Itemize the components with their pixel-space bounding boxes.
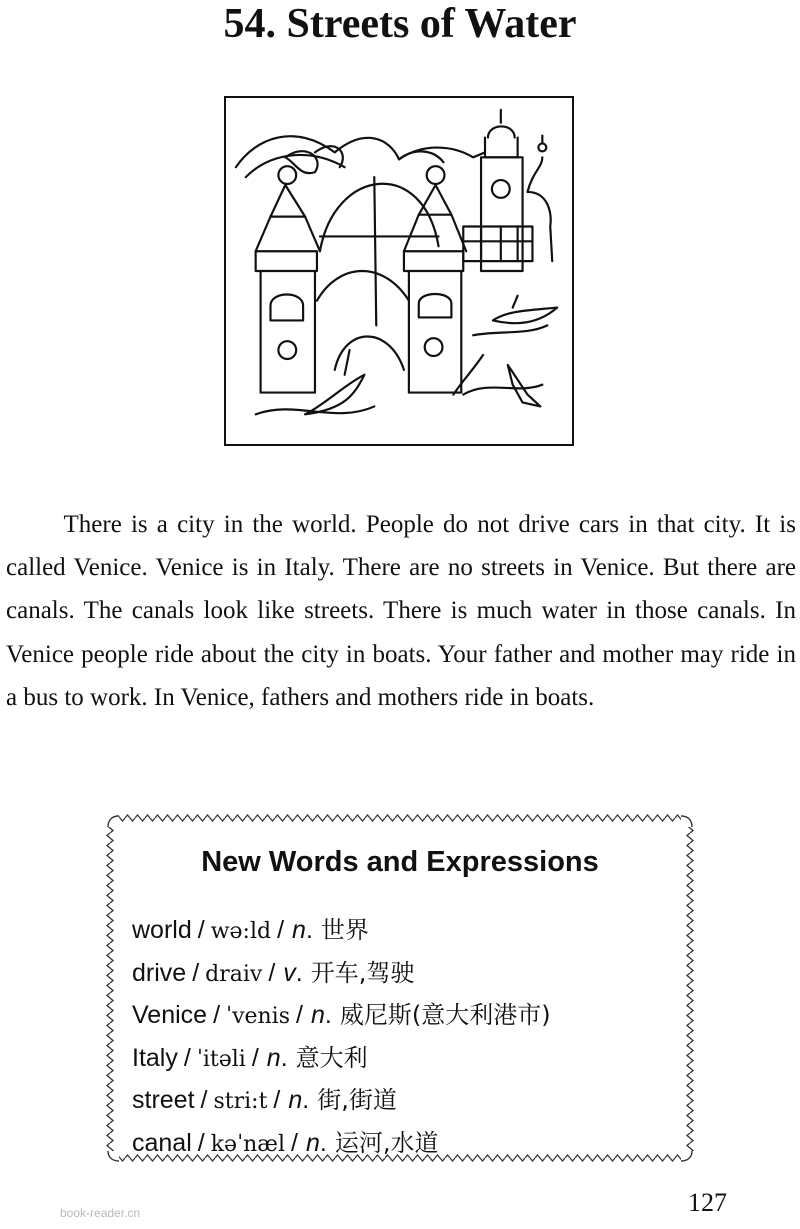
pos-dot: . [319,1128,327,1157]
vocab-phonetic: draiv [205,961,263,987]
vocab-word: canal [132,1128,192,1157]
vocab-word: world [132,916,192,944]
vocab-meaning: 意大利 [295,1043,368,1072]
pos-dot: . [302,1086,310,1114]
vocab-part-of-speech: n [305,1128,320,1157]
vocab-meaning: 运河,水道 [334,1128,439,1157]
story-paragraph: There is a city in the world. People do not drive cars in that city. It is called Venice. Venice is in Italy. There are no streets in Venice. But there are canals. The canals look like streets. There is much water in those canals. In Venice people ride about the city in boats. Your father and mother may ride in a bus to work. In Venice, fathers and mothers ride in boats. [6,511,796,711]
vocab-entry [132,910,692,953]
pos-dot: . [280,1043,288,1072]
vocab-part-of-speech: v [283,958,296,987]
page-number: 127 [688,1188,727,1217]
vocab-entry [132,1123,692,1166]
vocab-meaning: 威尼斯(意大利港市) [339,1001,551,1029]
vocab-word: street [132,1086,195,1114]
vocab-entry [132,1080,692,1123]
watermark-text: book-reader.cn [60,1206,141,1220]
slash: / [213,1001,221,1029]
vocab-meaning: 开车,驾驶 [310,958,415,987]
vocab-word: Venice [132,1001,208,1029]
slash: / [192,958,200,987]
vocab-phonetic: ˈitəli [196,1046,246,1072]
vocab-phonetic: ˈvenis [226,1004,291,1029]
vocab-part-of-speech: n [292,916,306,944]
vocab-part-of-speech: n [288,1086,303,1114]
slash: / [291,1128,298,1157]
lesson-title: 54. Streets of Water [223,1,577,47]
slash: / [197,1128,205,1157]
vocab-entry [132,1038,692,1081]
vocab-phonetic: wə:ld [210,919,272,944]
venice-illustration [224,96,574,446]
pos-dot: . [295,958,303,987]
vocab-phonetic: kəˈnæl [210,1131,286,1157]
slash: / [200,1086,208,1114]
vocab-word: drive [132,958,187,987]
vocab-part-of-speech: n [310,1001,325,1029]
story-passage [6,503,796,719]
slash: / [273,1086,281,1114]
slash: / [296,1001,303,1029]
vocab-meaning: 街,街道 [317,1086,397,1114]
vocab-phonetic: stri:t [213,1089,268,1114]
new-words-box [105,813,695,1165]
vocab-entry [132,995,692,1038]
pos-dot: . [324,1001,332,1029]
pos-dot: . [305,916,313,944]
vocab-entry [132,953,692,996]
slash: / [277,916,285,944]
vocab-list [132,910,692,1165]
vocab-meaning: 世界 [320,916,369,944]
vocab-title: New Words and Expressions [201,846,599,878]
vocab-word: Italy [132,1043,178,1072]
slash: / [183,1043,191,1072]
vocab-part-of-speech: n [266,1043,281,1072]
slash: / [197,916,205,944]
slash: / [268,958,276,987]
slash: / [251,1043,259,1072]
